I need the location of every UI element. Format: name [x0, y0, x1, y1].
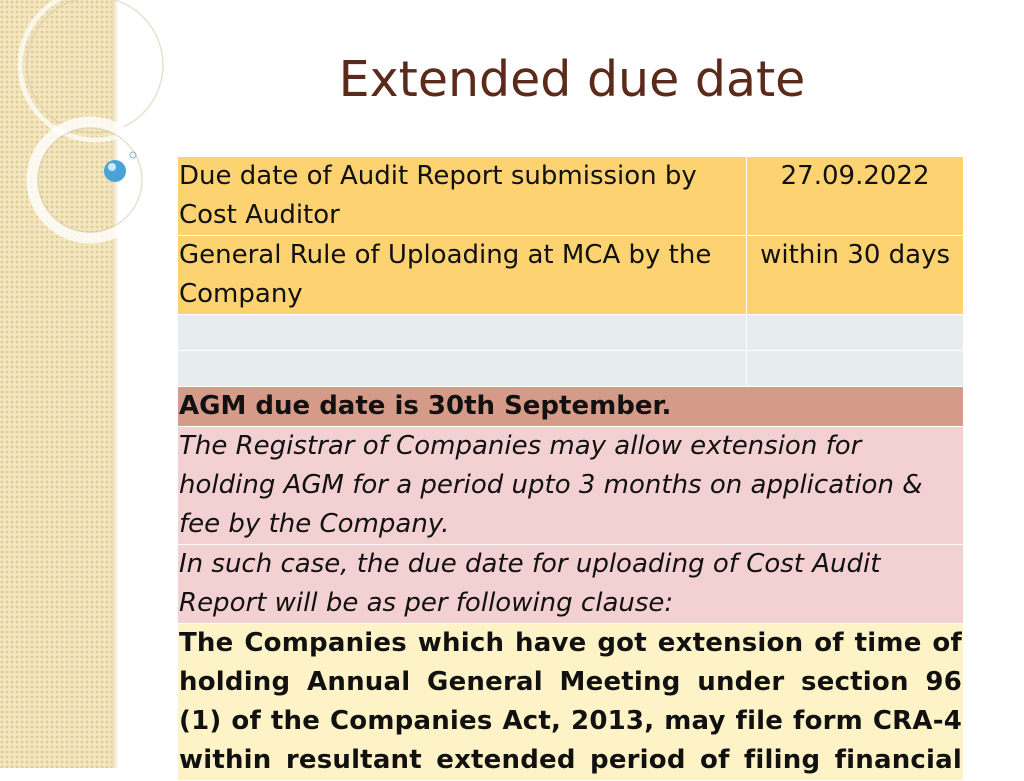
slide-title: Extended due date [338, 51, 806, 108]
due-date-table [177, 156, 964, 781]
upload-rule-label: General Rule of Uploading at MCA by the Company [178, 236, 747, 315]
due-date-paragraph: In such case, the due date for uploading of Cost Audit Report will be as per following clause: [178, 545, 964, 624]
blank-row [178, 351, 964, 387]
agm-heading: AGM due date is 30th September. [178, 387, 964, 427]
upload-rule-value: within 30 days [747, 236, 964, 315]
decorative-bubble [104, 160, 126, 182]
decorative-rings [0, 0, 200, 260]
clause-text: The Companies which have got extension of time of holding Annual General Meeting under section 96 (1) of the Companies Act, 2013, may file form CRA-4 within resultant extended period of filing financial [178, 624, 964, 781]
decorative-bubble-highlight [108, 163, 116, 171]
table-row [178, 545, 964, 624]
decorative-ring-small-inner [38, 128, 142, 232]
extension-paragraph: The Registrar of Companies may allow extension for holding AGM for a period upto 3 months on application & fee by the Company. [178, 427, 964, 545]
blank-row [178, 315, 964, 351]
table-row [178, 427, 964, 545]
table-row [178, 624, 964, 781]
audit-report-date: 27.09.2022 [747, 157, 964, 236]
table-row [178, 157, 964, 236]
audit-report-label: Due date of Audit Report submission by Cost Auditor [178, 157, 747, 236]
table-row [178, 236, 964, 315]
agm-heading-row [178, 387, 964, 427]
